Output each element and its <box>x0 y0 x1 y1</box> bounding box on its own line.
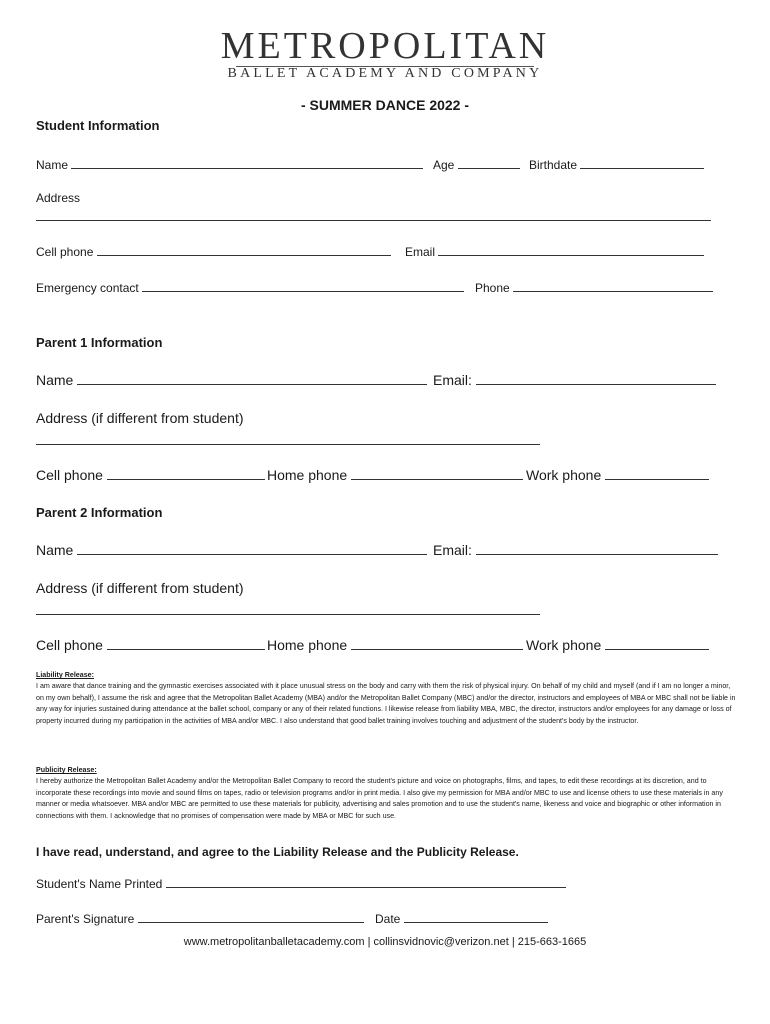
parent2-work-label: Work phone <box>526 637 602 653</box>
parent2-name-field[interactable] <box>77 542 427 555</box>
emergency-phone-label: Phone <box>475 281 510 295</box>
parent2-address-label: Address (if different from student) <box>36 580 244 596</box>
logo-subtitle: BALLET ACADEMY AND COMPANY <box>227 66 543 81</box>
parent1-cell-row <box>36 467 265 483</box>
parent1-home-label: Home phone <box>267 467 348 483</box>
student-address-label: Address <box>36 191 81 205</box>
publicity-text: I hereby authorize the Metropolitan Ballet Academy and/or the Metropolitan Ballet Company to record the student's picture and voice on photographs, films, and tapes, to edit these recordings at its discretion, and to incorporate these recordings into movie and sound films on tapes, radio or television programs and/or in print media. I also give my permission for MBA and/or MBC to use and license others to use these materials in any manner or media whatsoever. MBA and/or MBC are permitted to use these materials for publicity, advertising and sales promotion and to use the student's name, likeness and voice and biographic or other information in connections with them. I acknowledge that no promises of compensation were made by MBA or MBC for such use. <box>36 777 723 820</box>
student-cell-field[interactable] <box>97 243 391 256</box>
footer-contact: www.metropolitanballetacademy.com | collinsvidnovic@verizon.net | 215-663-1665 <box>183 936 587 948</box>
signature-date-row <box>375 910 548 926</box>
parent-signature-field[interactable] <box>138 910 364 923</box>
parent2-heading: Parent 2 Information <box>36 505 163 520</box>
emergency-phone-field[interactable] <box>513 279 713 292</box>
emergency-contact-field[interactable] <box>142 279 464 292</box>
parent2-cell-label: Cell phone <box>36 637 103 653</box>
parent2-home-label: Home phone <box>267 637 348 653</box>
parent1-name-row <box>36 372 427 388</box>
page-title: - SUMMER DANCE 2022 - <box>300 97 470 113</box>
parent2-work-field[interactable] <box>605 637 709 650</box>
student-address-field[interactable] <box>36 220 711 221</box>
parent2-home-field[interactable] <box>351 637 523 650</box>
student-name-printed-label: Student's Name Printed <box>36 877 163 891</box>
parent2-work-row <box>526 637 709 653</box>
parent1-cell-label: Cell phone <box>36 467 103 483</box>
student-age-field[interactable] <box>458 156 520 169</box>
student-name-row <box>36 156 423 172</box>
parent1-heading: Parent 1 Information <box>36 335 163 350</box>
parent1-address-field[interactable] <box>36 444 540 445</box>
parent2-cell-field[interactable] <box>107 637 265 650</box>
signature-date-label: Date <box>375 912 401 926</box>
parent1-work-label: Work phone <box>526 467 602 483</box>
parent1-cell-field[interactable] <box>107 467 265 480</box>
parent1-home-row <box>267 467 523 483</box>
parent2-email-label: Email: <box>433 542 472 558</box>
student-age-row <box>433 156 520 172</box>
student-birthdate-row <box>529 156 704 172</box>
parent1-name-label: Name <box>36 372 74 388</box>
parent1-work-field[interactable] <box>605 467 709 480</box>
parent2-name-row <box>36 542 427 558</box>
publicity-release <box>36 765 736 822</box>
student-birthdate-field[interactable] <box>580 156 704 169</box>
student-birthdate-label: Birthdate <box>529 158 578 172</box>
parent2-cell-row <box>36 637 265 653</box>
parent2-email-row <box>433 542 718 558</box>
student-name-field[interactable] <box>71 156 423 169</box>
student-cell-row <box>36 243 391 259</box>
student-age-label: Age <box>433 158 455 172</box>
liability-release <box>36 670 736 727</box>
logo-wordmark: METROPOLITAN <box>220 25 550 67</box>
parent2-home-row <box>267 637 523 653</box>
parent1-home-field[interactable] <box>351 467 523 480</box>
student-email-field[interactable] <box>438 243 704 256</box>
parent1-email-label: Email: <box>433 372 472 388</box>
emergency-contact-label: Emergency contact <box>36 281 139 295</box>
parent2-name-label: Name <box>36 542 74 558</box>
parent2-email-field[interactable] <box>476 542 718 555</box>
parent-signature-row <box>36 910 364 926</box>
publicity-heading: Publicity Release: <box>36 766 97 774</box>
parent1-email-row <box>433 372 716 388</box>
emergency-contact-row <box>36 279 464 295</box>
parent1-work-row <box>526 467 709 483</box>
parent-signature-label: Parent's Signature <box>36 912 135 926</box>
student-heading: Student Information <box>36 118 160 133</box>
liability-text: I am aware that dance training and the gymnastic exercises associated with it place unusual stress on the body and carry with them the risk of physical injury. On behalf of my child and myself (and if I am no longer a minor, on my own behalf), I assume the risk and agree that the Metropolitan Ballet Academy (MBA) and/or the Metropolitan Ballet Company (MBC) and/or the director, instructors and employees of MBA or MBC shall not be liable in any way for injuries sustained during attendance at the ballet school, company or any of their related functions. I likewise release from liability MBA, MBC, the director, instructors and/or employees for any damage or loss of property incurred during my participation in the activities of MBA and/or MBC. I also understand that good ballet training involves touching and adjustment of the student's body by the instructor. <box>36 682 736 725</box>
parent1-address-label: Address (if different from student) <box>36 410 244 426</box>
student-email-label: Email <box>405 245 436 259</box>
student-cell-label: Cell phone <box>36 245 94 259</box>
parent1-email-field[interactable] <box>476 372 716 385</box>
signature-date-field[interactable] <box>404 910 548 923</box>
student-name-printed-row <box>36 875 566 891</box>
acknowledgement: I have read, understand, and agree to the Liability Release and the Publicity Release. <box>36 845 519 859</box>
liability-heading: Liability Release: <box>36 671 94 679</box>
student-email-row <box>405 243 704 259</box>
student-name-printed-field[interactable] <box>166 875 566 888</box>
emergency-phone-row <box>475 279 713 295</box>
parent1-name-field[interactable] <box>77 372 427 385</box>
parent2-address-field[interactable] <box>36 614 540 615</box>
student-name-label: Name <box>36 158 69 172</box>
